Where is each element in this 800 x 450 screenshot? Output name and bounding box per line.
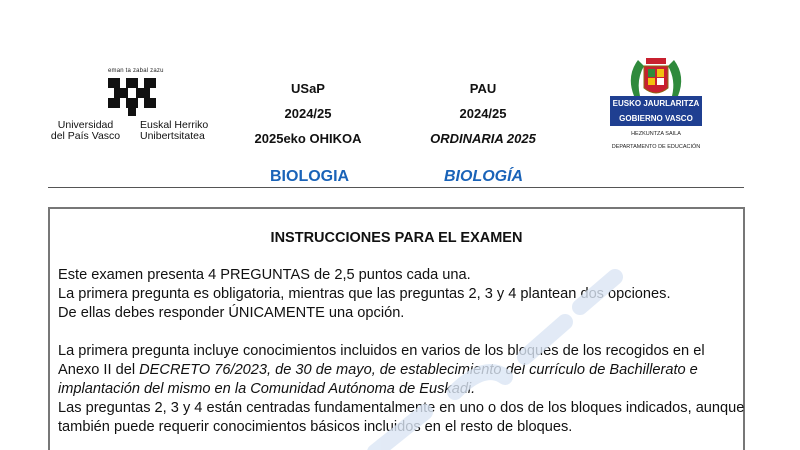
instructions-title: INSTRUCCIONES PARA EL EXAMEN xyxy=(270,230,523,246)
upv-name-eu: Euskal Herriko Unibertsitatea xyxy=(140,119,209,142)
gv-department-eu: HEZKUNTZA SAILA xyxy=(631,131,681,137)
gobierno-vasco-logo xyxy=(604,56,708,156)
exam-code-es: PAU xyxy=(469,81,497,96)
coat-of-arms-icon xyxy=(604,56,708,98)
gv-banner: EUSKO JAURLARITZA GOBIERNO VASCO xyxy=(610,96,702,126)
header-column-eu xyxy=(233,76,383,151)
header-column-es xyxy=(408,76,558,151)
session-es: ORDINARIA 2025 xyxy=(430,131,536,146)
upv-motto: eman ta zabal zazu xyxy=(108,68,164,74)
gv-department-es: DEPARTAMENTO DE EDUCACIÓN xyxy=(611,144,701,150)
upv-name-es: Universidad del País Vasco xyxy=(50,119,121,142)
instruction-line: La primera pregunta es obligatoria, mientras que las preguntas 2, 3 y 4 plantean dos opciones. xyxy=(58,286,671,302)
header-divider xyxy=(48,187,744,188)
upv-tree-icon xyxy=(104,76,160,116)
decree-reference: DECRETO 76/2023, de 30 de mayo, de establecimiento del currículo de Bachillerato e implantación del mismo en la Comunidad Autónoma de Euskadi. xyxy=(58,362,698,397)
instruction-text: Las preguntas 2, 3 y 4 están centradas fundamentalmente en uno o dos de los bloques indicados, aunque también puede requerir conocimientos básicos incluidos en el resto de bloques. xyxy=(58,400,745,435)
instructions-paragraph-1 xyxy=(58,266,748,323)
subject-title-es: BIOLOGÍA xyxy=(444,168,524,185)
instruction-line: De ellas debes responder ÚNICAMENTE una opción. xyxy=(58,305,405,321)
instruction-line: Este examen presenta 4 PREGUNTAS de 2,5 puntos cada una. xyxy=(58,267,471,283)
instructions-paragraph-2 xyxy=(58,342,748,437)
year-eu: 2024/25 xyxy=(284,106,332,121)
year-es: 2024/25 xyxy=(459,106,507,121)
exam-code-eu: USaP xyxy=(291,81,325,96)
session-eu: 2025eko OHIKOA xyxy=(254,131,362,146)
instruction-text: La primera pregunta incluye conocimientos incluidos en varios de los bloques de los recogidos en el Anexo II del xyxy=(58,343,705,378)
instructions-box xyxy=(48,207,745,450)
subject-title-eu: BIOLOGIA xyxy=(270,168,350,185)
upv-ehu-logo xyxy=(48,68,218,148)
